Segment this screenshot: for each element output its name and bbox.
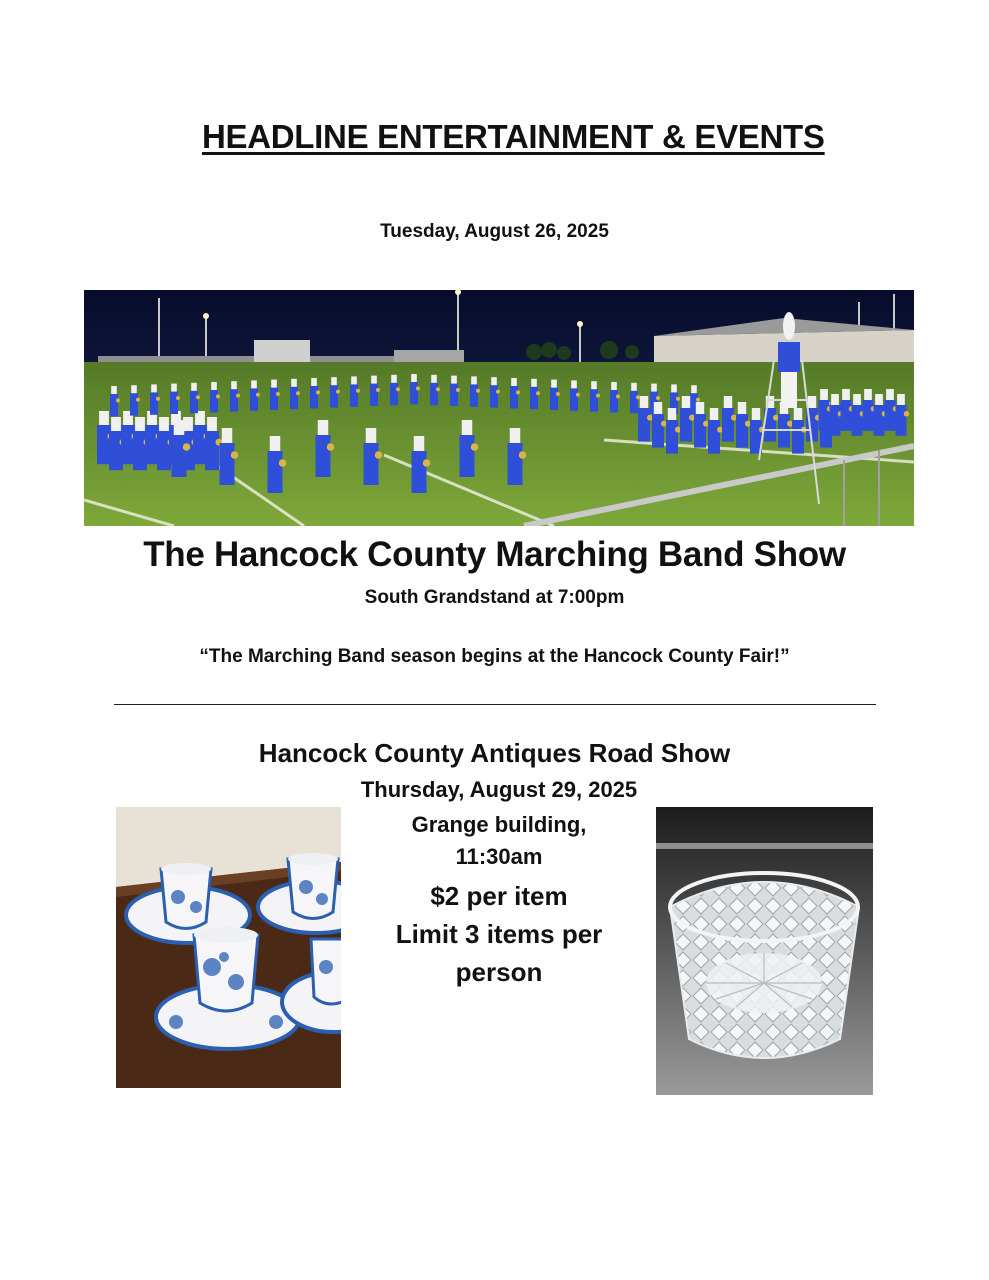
antiques-price: $2 per item xyxy=(430,881,568,911)
antiques-show-details xyxy=(340,774,658,991)
antiques-date: Thursday, August 29, 2025 xyxy=(360,777,638,802)
glass-bowl-photo xyxy=(656,807,873,1095)
section-divider xyxy=(114,704,876,705)
event-date: Tuesday, August 26, 2025 xyxy=(380,221,609,242)
marching-band-photo xyxy=(84,290,914,526)
antiques-show-title: Hancock County Antiques Road Show xyxy=(258,738,731,768)
antiques-limit-line2: person xyxy=(455,957,543,987)
band-show-location: South Grandstand at 7:00pm xyxy=(364,587,625,608)
antiques-limit-line1: Limit 3 items per xyxy=(395,919,603,949)
antiques-time: 11:30am xyxy=(455,844,543,869)
antiques-venue: Grange building, xyxy=(411,812,587,837)
band-show-title: The Hancock County Marching Band Show xyxy=(143,535,846,574)
band-show-quote: “The Marching Band season begins at the Hancock County Fair!” xyxy=(199,646,790,667)
page-headline: HEADLINE ENTERTAINMENT & EVENTS xyxy=(202,118,825,155)
teacups-photo xyxy=(116,807,341,1088)
